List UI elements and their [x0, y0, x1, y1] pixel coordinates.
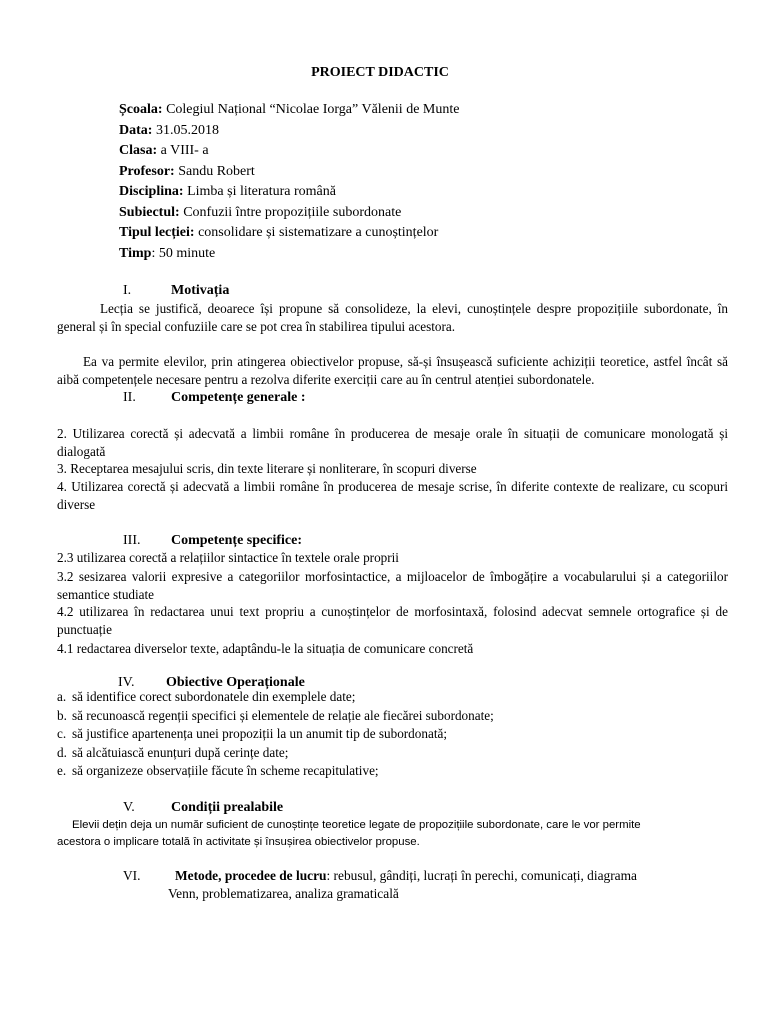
- list-item-text: să organizeze observațiile făcute în scheme recapitulative;: [72, 763, 379, 779]
- list-marker: d.: [57, 744, 67, 760]
- section-title: Condiții prealabile: [171, 800, 284, 815]
- list-item-text: să recunoască regenții specifici și elementele de relație ale fiecărei subordonate;: [72, 707, 494, 723]
- competenta-generala-item: 3. Receptarea mesajului scris, din texte literare și nonliterare, în scopuri diverse: [57, 461, 477, 476]
- motivatia-paragraph-2: Ea va permite elevilor, prin atingerea obiectivelor propuse, să-și însușească suficiente achiziții teoretice, astfel încât să aibă competențele necesare pentru a rezolva diferite exerciții care au în centrul atenției subordonatele.: [57, 354, 728, 387]
- meta-label: Școala:: [119, 102, 163, 117]
- section-title: Obiective Operaționale: [166, 675, 305, 690]
- meta-label: Timp: [119, 245, 152, 261]
- meta-label: Subiectul:: [119, 204, 180, 220]
- list-item-text: să identifice corect subordonatele din exemplele date;: [72, 689, 356, 704]
- conditii-line-1: Elevii dețin deja un număr suficient de cunoștințe teoretice legate de propozițiile subordonate, care le vor permite: [72, 819, 641, 831]
- section-title: Competențe specifice:: [171, 533, 303, 548]
- list-item: [57, 725, 728, 744]
- list-marker: b.: [57, 707, 67, 723]
- list-item: [57, 762, 728, 781]
- competenta-generala-item: 2. Utilizarea corectă și adecvată a limbii române în producerea de mesaje orale în situații de comunicare monologată și dialogată: [57, 426, 728, 459]
- section-number: VI.: [123, 868, 141, 883]
- metode-text-continued: Venn, problematizarea, analiza gramaticală: [168, 886, 399, 901]
- section-heading-competente-generale: [123, 389, 306, 407]
- meta-label: Profesor:: [119, 163, 175, 179]
- meta-row-clasa: [119, 141, 719, 162]
- meta-label: Clasa:: [119, 143, 158, 158]
- list-item: [57, 688, 728, 707]
- list-item-text: să alcătuiască enunțuri după cerințe date;: [72, 744, 289, 760]
- section-heading-motivatia: [123, 282, 229, 300]
- section-title: Motivația: [171, 283, 230, 298]
- section-number: III.: [123, 533, 141, 548]
- section-number: I.: [123, 283, 132, 298]
- list-item: [57, 744, 728, 763]
- meta-value: 31.05.2018: [152, 122, 219, 138]
- section-number: II.: [123, 390, 136, 405]
- section-title: Competențe generale :: [171, 390, 306, 405]
- meta-value: Sandu Robert: [174, 163, 255, 179]
- lesson-info-block: [119, 100, 719, 264]
- section-heading-competente-specifice: [123, 532, 302, 550]
- competenta-specifica-item: 3.2 sesizarea valorii expresive a categoriilor morfosintactice, a mijloacelor de îmbogățire a vocabularului și a categoriilor semantice studiate: [57, 569, 728, 602]
- section-heading-metode: [123, 867, 728, 885]
- meta-label: Disciplina:: [119, 184, 184, 199]
- competenta-specifica-item: 2.3 utilizarea corectă a relațiilor sintactice în textele orale proprii: [57, 550, 399, 565]
- meta-row-data: [119, 121, 719, 142]
- section-heading-conditii-prealabile: [123, 799, 283, 817]
- section-title: Metode, procedee de lucru: [175, 868, 327, 883]
- competenta-specifica-item: 4.2 utilizarea în redactarea unui text propriu a cunoștințelor de morfosintaxă, folosind adecvat semnele ortografice și de punctuație: [57, 604, 728, 637]
- meta-row-subiectul: [119, 203, 719, 224]
- list-marker: c.: [57, 726, 67, 742]
- meta-row-scoala: [119, 100, 719, 121]
- meta-value: Limba și literatura română: [183, 184, 336, 199]
- meta-row-disciplina: [119, 182, 719, 203]
- list-item-text: să justifice apartenența unei propoziții la un anumit tip de subordonată;: [72, 726, 448, 742]
- section-number: V.: [123, 800, 135, 815]
- meta-row-tipul-lectiei: [119, 223, 719, 244]
- meta-value: : 50 minute: [151, 245, 216, 261]
- meta-label: Tipul lecției:: [119, 225, 195, 240]
- competenta-specifica-item: 4.1 redactarea diverselor texte, adaptându-le la situația de comunicare concretă: [57, 641, 474, 656]
- section-number: IV.: [118, 675, 135, 690]
- motivatia-paragraph-1: Lecția se justifică, deoarece își propune să consolideze, la elevi, cunoștințele despre propozițiile subordonate, în general și în special confuziile care se pot crea în stabilirea tipului acestora.: [57, 301, 728, 334]
- list-item: [57, 707, 728, 726]
- meta-value: Confuzii între propozițiile subordonate: [179, 204, 402, 220]
- document-title: PROIECT DIDACTIC: [311, 65, 449, 80]
- meta-label: Data:: [119, 122, 153, 138]
- meta-row-timp: [119, 244, 719, 265]
- meta-value: a VIII- a: [157, 143, 209, 158]
- list-marker: a.: [57, 689, 67, 704]
- conditii-line-2: acestora o implicare totală în activitate și însușirea obiectivelor propuse.: [57, 836, 420, 848]
- obiective-list: [57, 688, 728, 781]
- competenta-generala-item: 4. Utilizarea corectă și adecvată a limbii române în producerea de mesaje scrise, în diferite contexte de realizare, cu scopuri diverse: [57, 479, 728, 512]
- meta-row-profesor: [119, 162, 719, 183]
- list-marker: e.: [57, 763, 67, 779]
- meta-value: consolidare și sistematizare a cunoștințelor: [194, 225, 439, 240]
- meta-value: Colegiul Național “Nicolae Iorga” Vălenii de Munte: [162, 102, 460, 117]
- metode-text: : rebusul, gândiți, lucrați în perechi, comunicați, diagrama: [326, 868, 637, 883]
